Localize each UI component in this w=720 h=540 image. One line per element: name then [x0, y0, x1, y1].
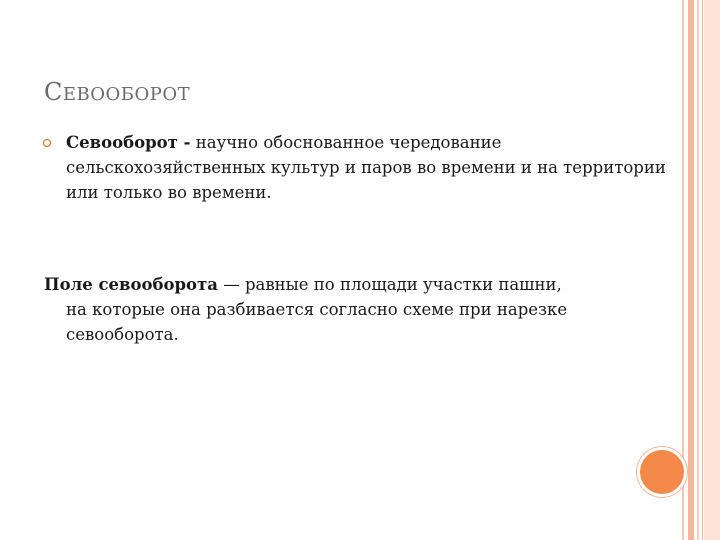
bullet-definition — [66, 130, 666, 205]
paragraph-text-line1: — равные по площади участки пашни, — [217, 275, 562, 294]
title-first-letter: С — [44, 78, 63, 106]
title-rest: ЕВООБОРОТ — [62, 84, 191, 105]
decorative-stripe — [682, 0, 684, 540]
decorative-stripe — [688, 0, 694, 540]
decorative-stripe — [702, 0, 703, 540]
paragraph-text-rest: на которые она разбивается согласно схеме при нарезке севооборота. — [66, 300, 568, 344]
decorative-stripe — [697, 0, 699, 540]
bullet-text: научно обоснованное чередование сельскохозяйственных культур и паров во времени и на территории или только во времени. — [66, 133, 666, 202]
paragraph-term: Поле севооборота — [44, 275, 218, 294]
bullet-term: Севооборот - — [66, 133, 191, 152]
field-definition — [44, 272, 634, 347]
decorative-circle — [640, 450, 684, 494]
slide-title — [44, 78, 190, 106]
ring-bullet-icon — [42, 138, 52, 148]
decorative-stripe — [704, 0, 720, 540]
